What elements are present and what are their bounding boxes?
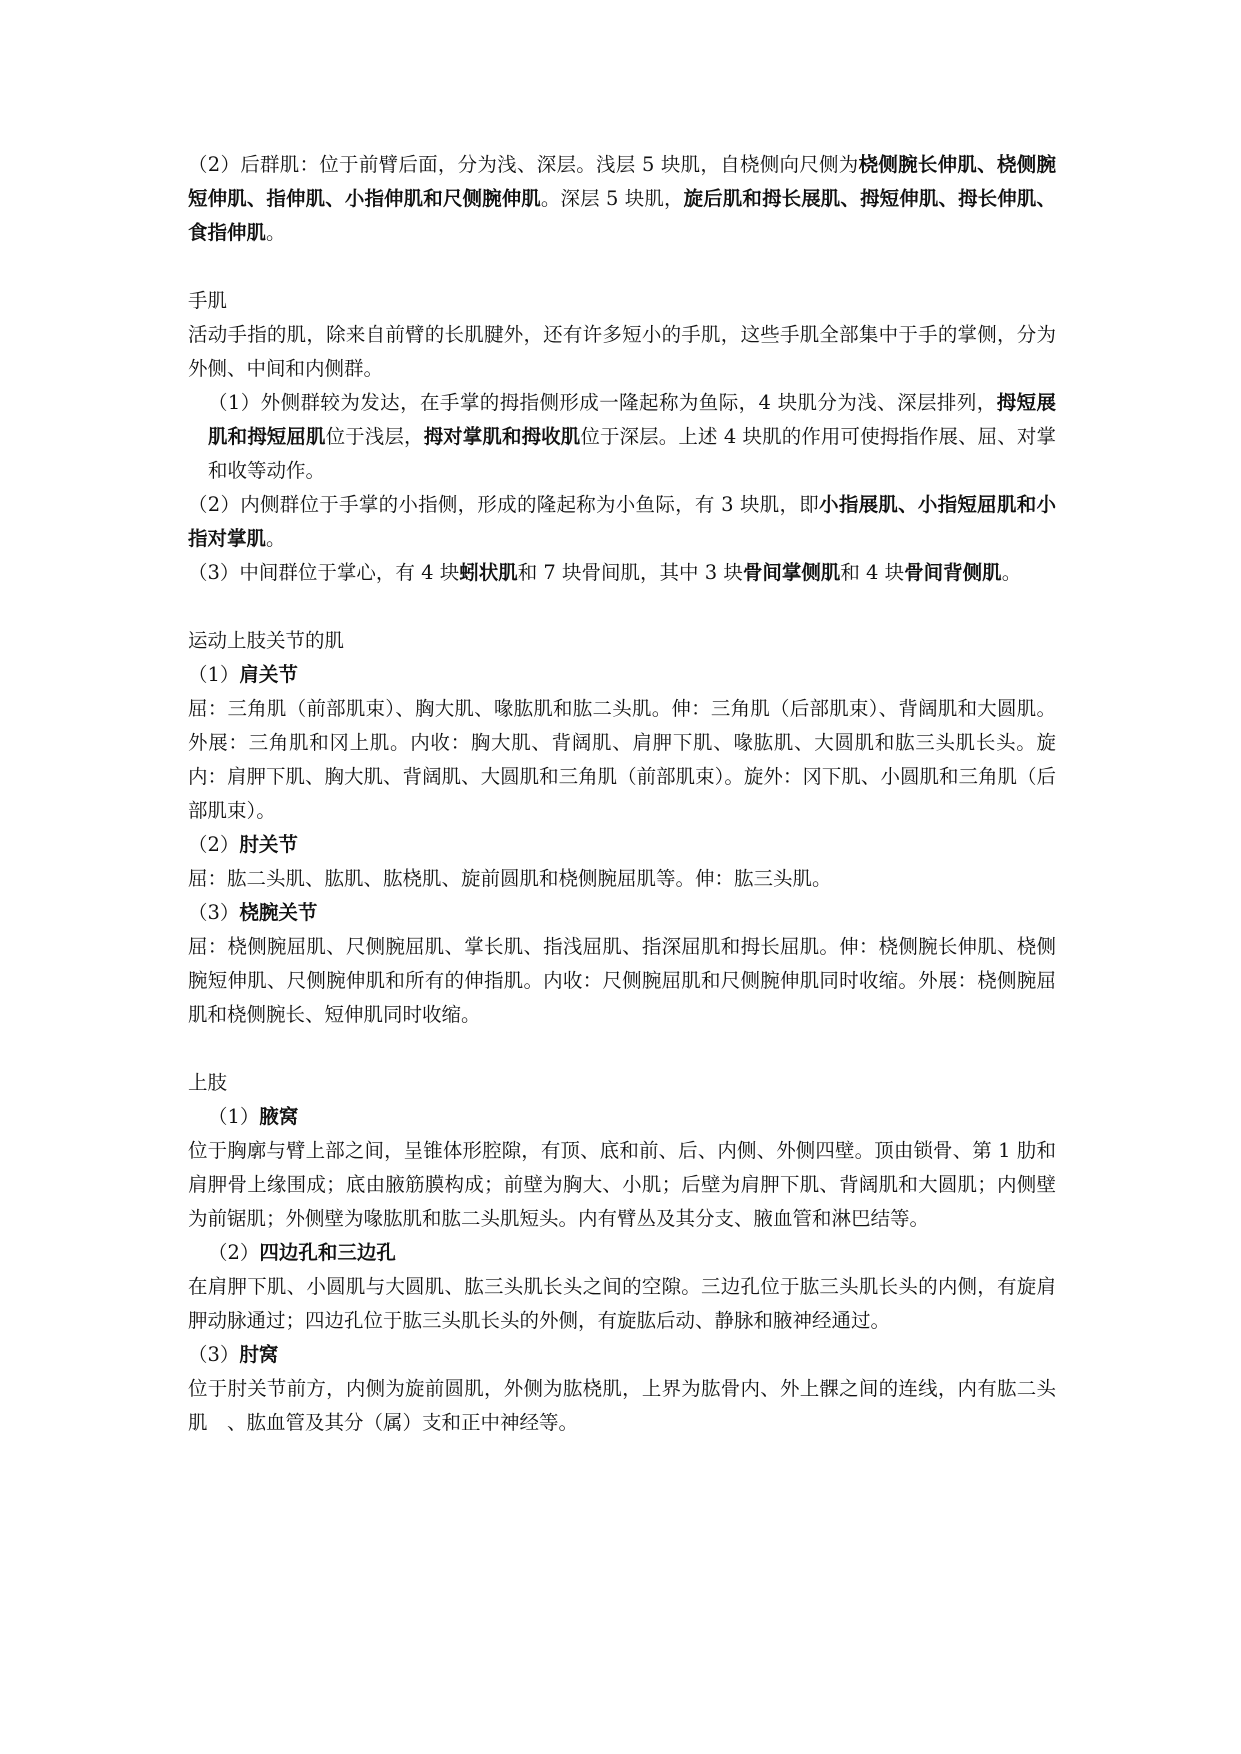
text-run: （3） — [188, 901, 240, 924]
bold-term: 桡侧腕长伸肌、桡侧腕短伸肌、指伸肌、小指伸肌和尺侧腕伸肌 — [188, 153, 1056, 210]
text-run: 位于浅层， — [325, 425, 424, 448]
text-run: （2） — [208, 1241, 260, 1264]
text-run: （3） — [188, 1343, 240, 1366]
paragraph — [188, 488, 1056, 556]
text-run: 位于胸廓与臂上部之间，呈锥体形腔隙，有顶、底和前、后、内侧、外侧四壁。顶由锁骨、第 1 肋和肩胛骨上缘围成；底由腋筋膜构成；前壁为胸大、小肌；后壁为肩胛下肌、背阔肌和大圆肌；内侧壁为前锯肌；外侧壁为喙肱肌和肱二头肌短头。内有臂丛及其分支、腋血管和淋巴结等。 — [188, 1139, 1056, 1230]
bold-term: 旋后肌和拇长展肌、拇短伸肌、拇长伸肌、食指伸肌 — [188, 187, 1056, 244]
bold-term: 骨间背侧肌 — [904, 561, 1002, 584]
text-run: 运动上肢关节的肌 — [188, 629, 345, 652]
text-run: 位于深层。上述 4 块肌的作用可使拇指作展、屈、对掌和收等动作。 — [208, 425, 1056, 482]
paragraph — [188, 556, 1056, 590]
section-upper-limb — [188, 1066, 1056, 1440]
text-run: （2）后群肌：位于前臂后面，分为浅、深层。浅层 5 块肌，自桡侧向尺侧为 — [188, 153, 859, 176]
text-run: （1）外侧群较为发达，在手掌的拇指侧形成一隆起称为鱼际，4 块肌分为浅、深层排列， — [208, 391, 997, 414]
text-run: 。 — [266, 221, 286, 244]
section-gap — [188, 1032, 1056, 1066]
section-joint-movers — [188, 624, 1056, 1032]
text-run: 上肢 — [188, 1071, 228, 1094]
paragraph — [188, 828, 1056, 862]
paragraph — [188, 1236, 1056, 1270]
section-gap — [188, 590, 1056, 624]
text-run: 和 7 块骨间肌，其中 3 块 — [517, 561, 743, 584]
section-hand-muscles — [188, 284, 1056, 590]
section-forearm-posterior — [188, 148, 1056, 250]
paragraph — [188, 624, 1056, 658]
paragraph — [188, 284, 1056, 318]
text-run: 屈：三角肌（前部肌束）、胸大肌、喙肱肌和肱二头肌。伸：三角肌（后部肌束）、背阔肌和大圆肌。外展：三角肌和冈上肌。内收：胸大肌、背阔肌、肩胛下肌、喙肱肌、大圆肌和肱三头肌长头。旋内：肩胛下肌、胸大肌、背阔肌、大圆肌和三角肌（前部肌束）。旋外：冈下肌、小圆肌和三角肌（后部肌束）。 — [188, 697, 1056, 822]
paragraph — [188, 148, 1056, 250]
paragraph — [188, 386, 1056, 488]
text-run: （3）中间群位于掌心，有 4 块 — [188, 561, 460, 584]
paragraph — [188, 1134, 1056, 1236]
text-run: （2） — [188, 833, 240, 856]
paragraph — [188, 318, 1056, 386]
bold-term: 四边孔和三边孔 — [259, 1241, 396, 1264]
paragraph — [188, 930, 1056, 1032]
bold-term: 骨间掌侧肌 — [742, 561, 841, 584]
paragraph — [188, 1372, 1056, 1440]
text-run: 和 4 块 — [840, 561, 905, 584]
paragraph — [188, 1100, 1056, 1134]
bold-term: 桡腕关节 — [239, 901, 318, 924]
text-run: 屈：肱二头肌、肱肌、肱桡肌、旋前圆肌和桡侧腕屈肌等。伸：肱三头肌。 — [188, 867, 832, 890]
bold-term: 蚓状肌 — [459, 561, 518, 584]
document-page — [188, 148, 1056, 1440]
paragraph — [188, 1338, 1056, 1372]
paragraph — [188, 692, 1056, 828]
text-run: 。深层 5 块肌， — [540, 187, 684, 210]
bold-term: 腋窝 — [259, 1105, 299, 1128]
paragraph — [188, 896, 1056, 930]
bold-term: 拇对掌肌和拇收肌 — [423, 425, 581, 448]
text-run: 活动手指的肌，除来自前臂的长肌腱外，还有许多短小的手肌，这些手肌全部集中于手的掌侧，分为外侧、中间和内侧群。 — [188, 323, 1056, 380]
bold-term: 肘窝 — [239, 1343, 279, 1366]
bold-term: 肘关节 — [239, 833, 298, 856]
bold-term: 拇短展肌和拇短屈肌 — [208, 391, 1056, 448]
text-run: 位于肘关节前方，内侧为旋前圆肌，外侧为肱桡肌，上界为肱骨内、外上髁之间的连线，内有肱二头肌 、肱血管及其分（属）支和正中神经等。 — [188, 1377, 1056, 1434]
bold-term: 小指展肌、小指短屈肌和小指对掌肌 — [188, 493, 1056, 550]
bold-term: 肩关节 — [239, 663, 298, 686]
paragraph — [188, 862, 1056, 896]
text-run: 屈：桡侧腕屈肌、尺侧腕屈肌、掌长肌、指浅屈肌、指深屈肌和拇长屈肌。伸：桡侧腕长伸肌、桡侧腕短伸肌、尺侧腕伸肌和所有的伸指肌。内收：尺侧腕屈肌和尺侧腕伸肌同时收缩。外展：桡侧腕屈肌和桡侧腕长、短伸肌同时收缩。 — [188, 935, 1056, 1026]
text-run: （2）内侧群位于手掌的小指侧，形成的隆起称为小鱼际，有 3 块肌，即 — [188, 493, 820, 516]
text-run: 。 — [1001, 561, 1022, 584]
text-run: 。 — [266, 527, 286, 550]
section-gap — [188, 250, 1056, 284]
text-run: （1） — [188, 663, 240, 686]
text-run: 手肌 — [188, 289, 228, 312]
paragraph — [188, 1270, 1056, 1338]
paragraph — [188, 658, 1056, 692]
text-run: （1） — [208, 1105, 260, 1128]
text-run: 在肩胛下肌、小圆肌与大圆肌、肱三头肌长头之间的空隙。三边孔位于肱三头肌长头的内侧，有旋肩胛动脉通过；四边孔位于肱三头肌长头的外侧，有旋肱后动、静脉和腋神经通过。 — [188, 1275, 1056, 1332]
paragraph — [188, 1066, 1056, 1100]
